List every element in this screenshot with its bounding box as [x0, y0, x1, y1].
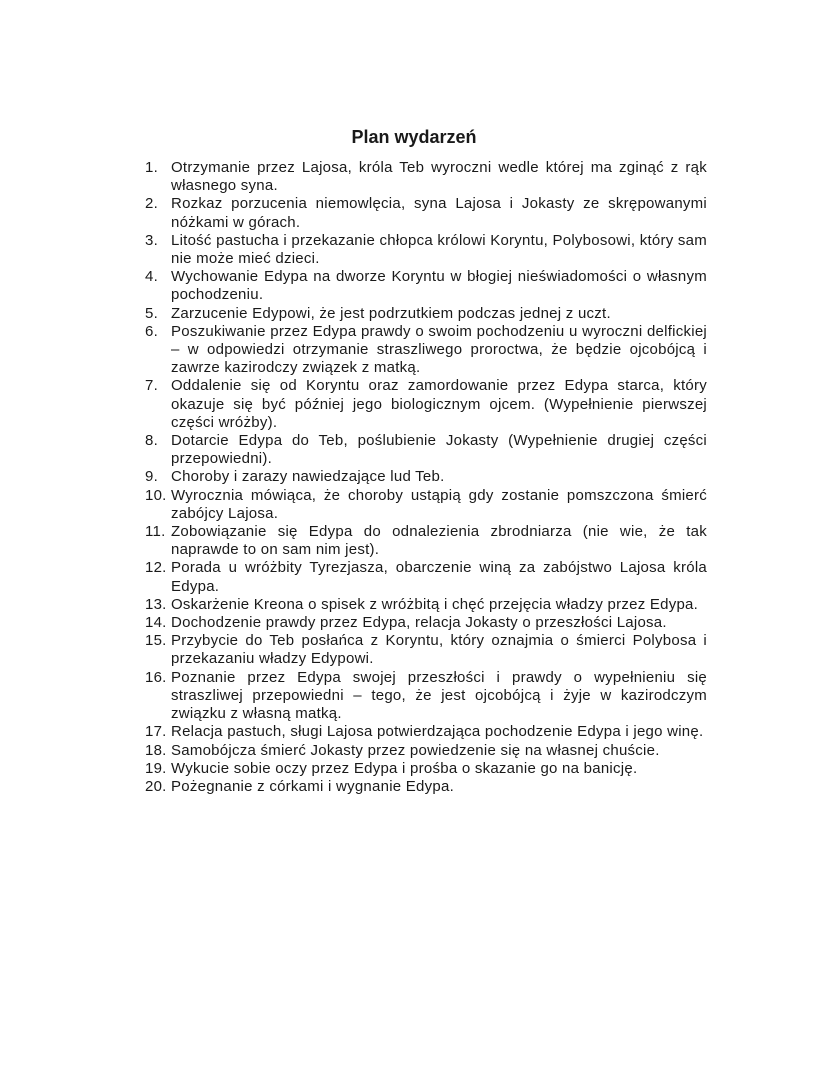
- item-text: Dotarcie Edypa do Teb, poślubienie Jokasty (Wypełnienie drugiej części przepowiedni).: [171, 432, 707, 468]
- item-text: Zarzucenie Edypowi, że jest podrzutkiem podczas jednej z uczt.: [171, 304, 611, 322]
- item-number: 15.: [145, 632, 167, 650]
- list-item: [145, 323, 707, 378]
- item-number: 5.: [145, 304, 159, 322]
- item-text: Poszukiwanie przez Edypa prawdy o swoim pochodzeniu u wyroczni delfickiej – w odpowiedzi otrzymanie straszliwego proroctwa, że będzie ojcobójcą i zawrze kazirodczy związek z matką.: [171, 322, 707, 377]
- item-number: 20.: [145, 777, 167, 795]
- item-number: 9.: [145, 468, 159, 486]
- item-number: 1.: [145, 159, 159, 176]
- item-number: 8.: [145, 432, 159, 450]
- item-text: Przybycie do Teb posłańca z Koryntu, który oznajmia o śmierci Polybosa i przekazaniu władzy Edypowi.: [171, 632, 707, 668]
- item-number: 18.: [145, 741, 167, 759]
- item-number: 19.: [145, 759, 167, 777]
- list-item: [145, 432, 707, 468]
- list-item: [145, 159, 707, 195]
- item-number: 11.: [145, 523, 166, 541]
- item-number: 3.: [145, 231, 159, 249]
- events-list: [145, 159, 707, 796]
- list-item: [145, 468, 707, 486]
- page-title: Plan wydarzeń: [351, 127, 477, 148]
- list-item: [145, 778, 707, 796]
- item-number: 16.: [145, 668, 167, 686]
- item-text: Poznanie przez Edypa swojej przeszłości i prawdy o wypełnieniu się straszliwej przepowiedni – tego, że jest ojcobójcą i żyje w kazirodczym związku z własną matką.: [171, 668, 707, 723]
- item-text: Wykucie sobie oczy przez Edypa i prośba o skazanie go na banicję.: [171, 759, 638, 777]
- list-item: [145, 742, 707, 760]
- item-text: Choroby i zarazy nawiedzające lud Teb.: [171, 468, 445, 486]
- list-item: [145, 760, 707, 778]
- list-item: [145, 195, 707, 231]
- list-item: [145, 305, 707, 323]
- item-number: 2.: [145, 195, 159, 213]
- item-text: Pożegnanie z córkami i wygnanie Edypa.: [171, 777, 454, 795]
- item-text: Zobowiązanie się Edypa do odnalezienia zbrodniarza (nie wie, że tak naprawde to on sam nim jest).: [171, 523, 707, 559]
- list-item: [145, 614, 707, 632]
- item-text: Wychowanie Edypa na dworze Koryntu w błogiej nieświadomości o własnym pochodzeniu.: [171, 268, 707, 304]
- list-item: [145, 523, 707, 559]
- list-item: [145, 596, 707, 614]
- list-item: [145, 377, 707, 432]
- item-number: 4.: [145, 268, 159, 286]
- item-text: Dochodzenie prawdy przez Edypa, relacja Jokasty o przeszłości Lajosa.: [171, 614, 667, 632]
- list-item: [145, 487, 707, 523]
- item-text: Samobójcza śmierć Jokasty przez powiedzenie się na własnej chuście.: [171, 741, 660, 759]
- item-text: Wyrocznia mówiąca, że choroby ustąpią gdy zostanie pomszczona śmierć zabójcy Lajosa.: [171, 486, 707, 522]
- item-text: Relacja pastuch, sługi Lajosa potwierdzająca pochodzenie Edypa i jego winę.: [171, 723, 704, 741]
- item-text: Litość pastucha i przekazanie chłopca królowi Koryntu, Polybosowi, który sam nie może mieć dzieci.: [171, 231, 707, 268]
- item-text: Oskarżenie Kreona o spisek z wróżbitą i chęć przejęcia władzy przez Edypa.: [171, 595, 699, 613]
- list-item: [145, 723, 707, 741]
- item-number: 10.: [145, 486, 167, 504]
- list-item: [145, 632, 707, 668]
- list-item: [145, 559, 707, 595]
- item-number: 6.: [145, 322, 159, 340]
- item-number: 14.: [145, 614, 167, 632]
- item-text: Rozkaz porzucenia niemowlęcia, syna Lajosa i Jokasty ze skrępowanymi nóżkami w górach.: [171, 195, 707, 231]
- item-number: 12.: [145, 559, 167, 577]
- item-text: Oddalenie się od Koryntu oraz zamordowanie przez Edypa starca, który okazuje się być później jego biologicznym ojcem. (Wypełnienie pierwszej części wróżby).: [171, 377, 707, 431]
- list-item: [145, 268, 707, 304]
- item-number: 17.: [145, 723, 167, 741]
- list-item: [145, 669, 707, 724]
- item-text: Otrzymanie przez Lajosa, króla Teb wyroczni wedle której ma zginąć z rąk własnego syna.: [171, 159, 707, 195]
- item-text: Porada u wróżbity Tyrezjasza, obarczenie winą za zabójstwo Lajosa króla Edypa.: [171, 559, 707, 595]
- list-item: [145, 232, 707, 268]
- item-number: 13.: [145, 595, 167, 613]
- item-number: 7.: [145, 377, 159, 395]
